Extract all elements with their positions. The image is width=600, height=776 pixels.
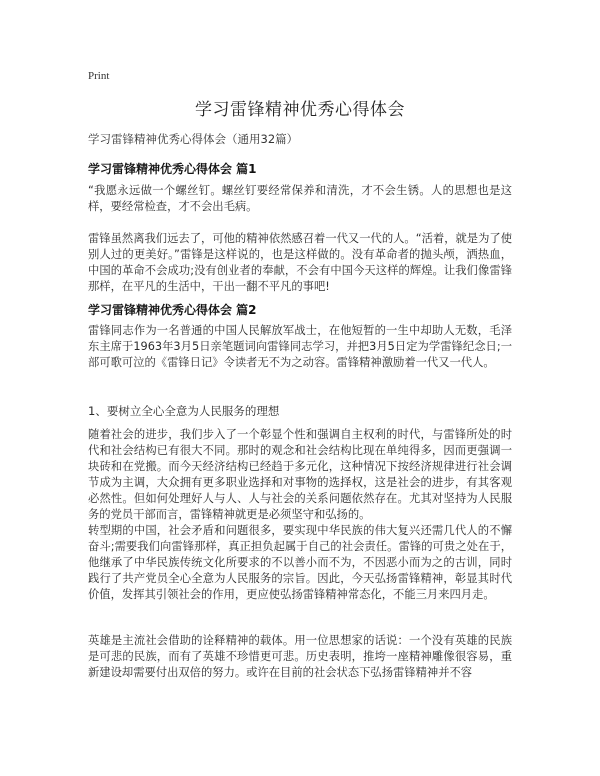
paragraph: 转型期的中国，社会矛盾和问题很多，要实现中华民族的伟大复兴还需几代人的不懈奋斗;需要我们向雷锋那样，真正担负起属于自己的社会责任。雷锋的可贵之处在于，他继承了中华民族传统文化所要求的不以善小而不为，不因恶小而为之的古训，同时践行了共产党员全心全意为人民服务的宗旨。因此，今天弘扬雷锋精神，彰显其时代价值，发挥其引领社会的作用，更应使弘扬雷锋精神常态化，不能三月来四月走。 xyxy=(88,524,512,601)
paragraph: 雷锋同志作为一名普通的中国人民解放军战士，在他短暂的一生中却助人无数，毛泽东主席于1963年3月5日亲笔题词向雷锋同志学习，并把3月5日定为学雷锋纪念日;一部可歌可泣的《雷锋日记》令读者无不为之动容。雷锋精神激励着一代又一代人。 xyxy=(88,324,512,369)
item-heading: 1、要树立全心全意为人民服务的理想 xyxy=(88,404,280,418)
document-subtitle: 学习雷锋精神优秀心得体会（通用32篇） xyxy=(88,132,299,146)
paragraph: 雷锋虽然离我们远去了，可他的精神依然感召着一代又一代的人。“活着，就是为了使别人过的更美好。”雷锋是这样说的，也是这样做的。没有革命者的抛头颅，洒热血，中国的革命不会成功;没有创业者的奉献，不会有中国今天这样的辉煌。让我们像雷锋那样，在平凡的生活中，干出一翻不平凡的事吧! xyxy=(88,232,512,293)
paragraph: 随着社会的进步，我们步入了一个彰显个性和强调自主权利的时代，与雷锋所处的时代和社会结构已有很大不同。那时的观念和社会结构比现在单纯得多，因而更强调一块砖和在党搬。而今天经济结构已经趋于多元化，这种情况下按经济规律进行社会调节成为主调，大众拥有更多职业选择和对事物的选择权，这是社会的进步，有其客观必然性。但如何处理好人与人、人与社会的关系问题依然存在。尤其对坚持为人民服务的党员干部而言，雷锋精神就更是必须坚守和弘扬的。 xyxy=(88,428,512,521)
paragraph: 英雄是主流社会借助的诠释精神的载体。用一位思想家的话说：一个没有英雄的民族是可悲的民族，而有了英雄不珍惜更可悲。历史表明，推垮一座精神雕像很容易，重新建设却需要付出双倍的努力。或许在目前的社会状态下弘扬雷锋精神并不容 xyxy=(88,634,512,679)
print-label[interactable]: Print xyxy=(88,70,110,82)
paragraph: “我愿永远做一个螺丝钉。螺丝钉要经常保养和清洗，才不会生锈。人的思想也是这样，要经常检查，才不会出毛病。 xyxy=(88,184,512,213)
page-title: 学习雷锋精神优秀心得体会 xyxy=(195,100,405,120)
section-heading-2: 学习雷锋精神优秀心得体会 篇2 xyxy=(88,303,257,317)
section-heading-1: 学习雷锋精神优秀心得体会 篇1 xyxy=(88,162,257,176)
